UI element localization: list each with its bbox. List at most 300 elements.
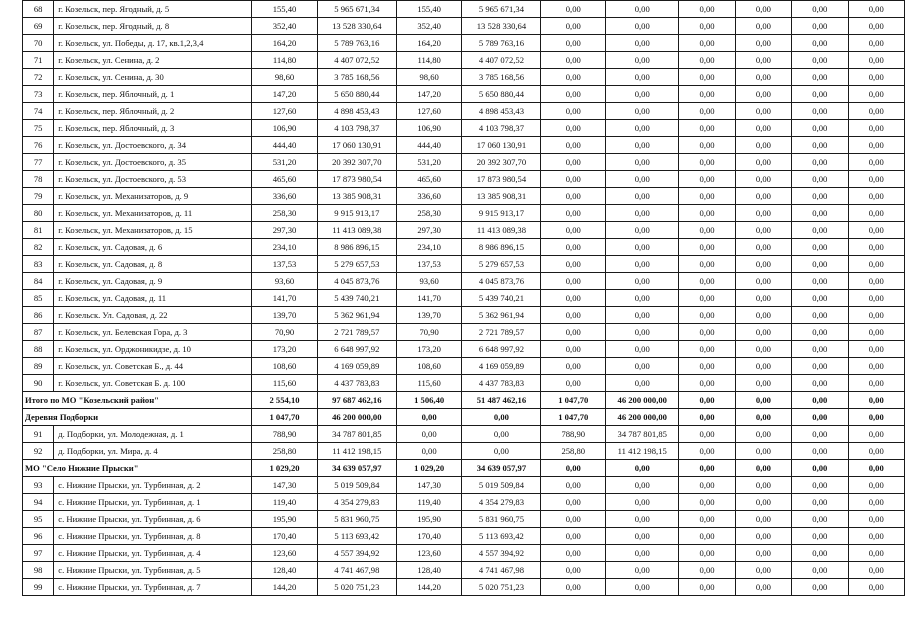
value-cell: 137,53: [396, 256, 462, 273]
value-cell: 234,10: [396, 239, 462, 256]
address-cell: г. Козельск, ул. Садовая, д. 11: [54, 290, 252, 307]
value-cell: 0,00: [679, 86, 735, 103]
value-cell: 144,20: [396, 579, 462, 596]
value-cell: 0,00: [606, 18, 679, 35]
value-cell: 0,00: [606, 171, 679, 188]
value-cell: 0,00: [848, 120, 904, 137]
value-cell: 0,00: [541, 171, 606, 188]
address-cell: г. Козельск, пер. Яблочный, д. 2: [54, 103, 252, 120]
value-cell: 5 279 657,53: [462, 256, 541, 273]
value-cell: 4 103 798,37: [317, 120, 396, 137]
row-number-cell: 93: [23, 477, 54, 494]
row-number-cell: 81: [23, 222, 54, 239]
value-cell: 0,00: [735, 477, 791, 494]
value-cell: 34 787 801,85: [606, 426, 679, 443]
value-cell: 4 407 072,52: [462, 52, 541, 69]
housing-program-table: [22, 0, 905, 596]
value-cell: 0,00: [792, 222, 848, 239]
table-row: [23, 494, 905, 511]
value-cell: 11 413 089,38: [462, 222, 541, 239]
value-cell: 0,00: [735, 528, 791, 545]
value-cell: 0,00: [735, 18, 791, 35]
value-cell: 0,00: [848, 409, 904, 426]
value-cell: 5 362 961,94: [462, 307, 541, 324]
value-cell: 0,00: [541, 137, 606, 154]
value-cell: 2 721 789,57: [462, 324, 541, 341]
value-cell: 0,00: [792, 86, 848, 103]
value-cell: 0,00: [792, 120, 848, 137]
value-cell: 4 045 873,76: [317, 273, 396, 290]
value-cell: 115,60: [252, 375, 318, 392]
value-cell: 5 439 740,21: [317, 290, 396, 307]
value-cell: 0,00: [679, 120, 735, 137]
value-cell: 8 986 896,15: [317, 239, 396, 256]
row-number-cell: 80: [23, 205, 54, 222]
value-cell: 195,90: [396, 511, 462, 528]
value-cell: 0,00: [735, 375, 791, 392]
value-cell: 0,00: [792, 52, 848, 69]
table-row: [23, 154, 905, 171]
value-cell: 0,00: [792, 137, 848, 154]
row-number-cell: 75: [23, 120, 54, 137]
value-cell: 0,00: [735, 222, 791, 239]
table-row: [23, 52, 905, 69]
value-cell: 5 965 671,34: [317, 1, 396, 18]
row-number-cell: 76: [23, 137, 54, 154]
value-cell: 4 741 467,98: [317, 562, 396, 579]
value-cell: 0,00: [792, 1, 848, 18]
value-cell: 4 169 059,89: [462, 358, 541, 375]
value-cell: 114,80: [396, 52, 462, 69]
value-cell: 0,00: [679, 239, 735, 256]
value-cell: 0,00: [848, 562, 904, 579]
value-cell: 0,00: [735, 579, 791, 596]
table-row: [23, 103, 905, 120]
value-cell: 0,00: [606, 222, 679, 239]
value-cell: 0,00: [541, 477, 606, 494]
value-cell: 108,60: [252, 358, 318, 375]
value-cell: 128,40: [396, 562, 462, 579]
value-cell: 0,00: [679, 511, 735, 528]
value-cell: 13 528 330,64: [317, 18, 396, 35]
row-number-cell: 68: [23, 1, 54, 18]
value-cell: 0,00: [848, 154, 904, 171]
row-number-cell: 94: [23, 494, 54, 511]
address-cell: г. Козельск, пер. Ягодный, д. 8: [54, 18, 252, 35]
value-cell: 0,00: [606, 307, 679, 324]
value-cell: 0,00: [679, 256, 735, 273]
row-number-cell: 73: [23, 86, 54, 103]
value-cell: 0,00: [541, 545, 606, 562]
value-cell: 0,00: [848, 426, 904, 443]
value-cell: 0,00: [792, 103, 848, 120]
table-row: [23, 18, 905, 35]
table-row: [23, 86, 905, 103]
row-number-cell: 92: [23, 443, 54, 460]
value-cell: 173,20: [252, 341, 318, 358]
value-cell: 128,40: [252, 562, 318, 579]
value-cell: 0,00: [735, 52, 791, 69]
value-cell: 0,00: [541, 375, 606, 392]
value-cell: 11 413 089,38: [317, 222, 396, 239]
value-cell: 141,70: [252, 290, 318, 307]
value-cell: 0,00: [606, 1, 679, 18]
value-cell: 0,00: [606, 341, 679, 358]
table-row: [23, 511, 905, 528]
value-cell: 0,00: [679, 1, 735, 18]
value-cell: 0,00: [735, 290, 791, 307]
value-cell: 170,40: [396, 528, 462, 545]
value-cell: 0,00: [679, 358, 735, 375]
value-cell: 2 554,10: [252, 392, 318, 409]
value-cell: 0,00: [848, 290, 904, 307]
value-cell: 147,30: [252, 477, 318, 494]
row-number-cell: 98: [23, 562, 54, 579]
value-cell: 0,00: [679, 137, 735, 154]
value-cell: 97 687 462,16: [317, 392, 396, 409]
address-cell: г. Козельск, ул. Механизаторов, д. 11: [54, 205, 252, 222]
value-cell: 0,00: [792, 358, 848, 375]
value-cell: 70,90: [396, 324, 462, 341]
value-cell: 0,00: [606, 52, 679, 69]
value-cell: 0,00: [541, 86, 606, 103]
value-cell: 46 200 000,00: [606, 409, 679, 426]
value-cell: 9 915 913,17: [462, 205, 541, 222]
value-cell: 0,00: [541, 307, 606, 324]
value-cell: 147,20: [252, 86, 318, 103]
table-row: [23, 477, 905, 494]
value-cell: 297,30: [252, 222, 318, 239]
value-cell: 17 060 130,91: [462, 137, 541, 154]
address-cell: г. Козельск, ул. Советская Б. д. 100: [54, 375, 252, 392]
value-cell: 0,00: [848, 511, 904, 528]
value-cell: 119,40: [396, 494, 462, 511]
value-cell: 20 392 307,70: [462, 154, 541, 171]
value-cell: 0,00: [848, 86, 904, 103]
value-cell: 2 721 789,57: [317, 324, 396, 341]
value-cell: 0,00: [606, 120, 679, 137]
value-cell: 70,90: [252, 324, 318, 341]
value-cell: 0,00: [792, 69, 848, 86]
value-cell: 0,00: [848, 35, 904, 52]
value-cell: 4 437 783,83: [462, 375, 541, 392]
value-cell: 0,00: [848, 460, 904, 477]
value-cell: 3 785 168,56: [317, 69, 396, 86]
value-cell: 1 506,40: [396, 392, 462, 409]
value-cell: 0,00: [848, 239, 904, 256]
table-row: [23, 358, 905, 375]
value-cell: 0,00: [679, 154, 735, 171]
value-cell: 147,20: [396, 86, 462, 103]
table-row: [23, 341, 905, 358]
value-cell: 0,00: [792, 18, 848, 35]
row-number-cell: 88: [23, 341, 54, 358]
table-row: [23, 205, 905, 222]
table-row: [23, 35, 905, 52]
value-cell: 34 787 801,85: [317, 426, 396, 443]
value-cell: 4 898 453,43: [462, 103, 541, 120]
value-cell: 164,20: [396, 35, 462, 52]
value-cell: 93,60: [396, 273, 462, 290]
row-number-cell: 83: [23, 256, 54, 273]
value-cell: 0,00: [735, 239, 791, 256]
value-cell: 0,00: [606, 188, 679, 205]
address-cell: д. Подборки, ул. Молодежная, д. 1: [54, 426, 252, 443]
value-cell: 0,00: [735, 69, 791, 86]
value-cell: 0,00: [735, 273, 791, 290]
address-cell: г. Козельск, пер. Яблочный, д. 1: [54, 86, 252, 103]
value-cell: 0,00: [606, 86, 679, 103]
value-cell: 0,00: [679, 103, 735, 120]
value-cell: 0,00: [848, 103, 904, 120]
value-cell: 11 412 198,15: [317, 443, 396, 460]
table-row: [23, 256, 905, 273]
address-cell: г. Козельск, ул. Орджоникидзе, д. 10: [54, 341, 252, 358]
value-cell: 0,00: [679, 18, 735, 35]
value-cell: 0,00: [679, 341, 735, 358]
value-cell: 173,20: [396, 341, 462, 358]
value-cell: 0,00: [541, 1, 606, 18]
value-cell: 0,00: [848, 358, 904, 375]
value-cell: 0,00: [735, 460, 791, 477]
address-cell: с. Нижние Прыски, ул. Турбинная, д. 6: [54, 511, 252, 528]
row-number-cell: 86: [23, 307, 54, 324]
value-cell: 0,00: [848, 188, 904, 205]
row-number-cell: 90: [23, 375, 54, 392]
row-number-cell: 77: [23, 154, 54, 171]
value-cell: 0,00: [735, 256, 791, 273]
value-cell: 531,20: [252, 154, 318, 171]
value-cell: 0,00: [848, 171, 904, 188]
value-cell: 114,80: [252, 52, 318, 69]
value-cell: 0,00: [541, 154, 606, 171]
table-row: [23, 426, 905, 443]
value-cell: 0,00: [396, 443, 462, 460]
value-cell: 0,00: [541, 35, 606, 52]
value-cell: 155,40: [252, 1, 318, 18]
value-cell: 5 789 763,16: [462, 35, 541, 52]
value-cell: 46 200 000,00: [317, 409, 396, 426]
value-cell: 0,00: [848, 18, 904, 35]
value-cell: 0,00: [735, 137, 791, 154]
value-cell: 4 169 059,89: [317, 358, 396, 375]
value-cell: 0,00: [541, 494, 606, 511]
value-cell: 0,00: [792, 307, 848, 324]
value-cell: 0,00: [679, 392, 735, 409]
table-row: [23, 290, 905, 307]
value-cell: 0,00: [606, 579, 679, 596]
value-cell: 0,00: [792, 392, 848, 409]
value-cell: 0,00: [679, 375, 735, 392]
table-row: [23, 307, 905, 324]
address-cell: г. Козельск. Ул. Садовая, д. 22: [54, 307, 252, 324]
value-cell: 0,00: [679, 528, 735, 545]
value-cell: 1 029,20: [396, 460, 462, 477]
row-number-cell: 74: [23, 103, 54, 120]
table-row: [23, 1, 905, 18]
value-cell: 98,60: [396, 69, 462, 86]
value-cell: 93,60: [252, 273, 318, 290]
value-cell: 0,00: [792, 290, 848, 307]
value-cell: 0,00: [848, 1, 904, 18]
value-cell: 0,00: [541, 18, 606, 35]
address-cell: г. Козельск, ул. Механизаторов, д. 9: [54, 188, 252, 205]
value-cell: 17 873 980,54: [317, 171, 396, 188]
value-cell: 0,00: [848, 222, 904, 239]
value-cell: 0,00: [541, 52, 606, 69]
value-cell: 0,00: [792, 35, 848, 52]
value-cell: 17 060 130,91: [317, 137, 396, 154]
address-cell: г. Козельск, ул. Садовая, д. 6: [54, 239, 252, 256]
value-cell: 0,00: [848, 528, 904, 545]
table-row: [23, 324, 905, 341]
value-cell: 0,00: [679, 205, 735, 222]
value-cell: 0,00: [462, 443, 541, 460]
value-cell: 20 392 307,70: [317, 154, 396, 171]
value-cell: 0,00: [541, 273, 606, 290]
value-cell: 0,00: [679, 69, 735, 86]
value-cell: 0,00: [606, 324, 679, 341]
value-cell: 4 407 072,52: [317, 52, 396, 69]
value-cell: 0,00: [848, 579, 904, 596]
value-cell: 0,00: [848, 341, 904, 358]
value-cell: 0,00: [606, 375, 679, 392]
value-cell: 0,00: [735, 426, 791, 443]
address-cell: г. Козельск, ул. Садовая, д. 9: [54, 273, 252, 290]
value-cell: 0,00: [541, 188, 606, 205]
value-cell: 297,30: [396, 222, 462, 239]
table-row: [23, 137, 905, 154]
value-cell: 0,00: [606, 511, 679, 528]
value-cell: 0,00: [679, 290, 735, 307]
value-cell: 6 648 997,92: [462, 341, 541, 358]
value-cell: 5 831 960,75: [462, 511, 541, 528]
value-cell: 0,00: [848, 392, 904, 409]
value-cell: 0,00: [735, 205, 791, 222]
value-cell: 119,40: [252, 494, 318, 511]
value-cell: 0,00: [792, 154, 848, 171]
summary-row: [23, 392, 905, 409]
value-cell: 0,00: [735, 103, 791, 120]
value-cell: 5 650 880,44: [317, 86, 396, 103]
value-cell: 0,00: [606, 358, 679, 375]
value-cell: 0,00: [541, 324, 606, 341]
value-cell: 137,53: [252, 256, 318, 273]
value-cell: 0,00: [679, 188, 735, 205]
value-cell: 0,00: [848, 307, 904, 324]
value-cell: 4 898 453,43: [317, 103, 396, 120]
value-cell: 0,00: [541, 120, 606, 137]
value-cell: 139,70: [252, 307, 318, 324]
value-cell: 0,00: [679, 443, 735, 460]
address-cell: с. Нижние Прыски, ул. Турбинная, д. 8: [54, 528, 252, 545]
value-cell: 0,00: [735, 86, 791, 103]
value-cell: 0,00: [735, 562, 791, 579]
value-cell: 0,00: [606, 137, 679, 154]
value-cell: 444,40: [252, 137, 318, 154]
value-cell: 0,00: [848, 205, 904, 222]
value-cell: 0,00: [735, 35, 791, 52]
value-cell: 4 437 783,83: [317, 375, 396, 392]
value-cell: 34 639 057,97: [317, 460, 396, 477]
address-cell: г. Козельск, пер. Яблочный, д. 3: [54, 120, 252, 137]
value-cell: 1 029,20: [252, 460, 318, 477]
address-cell: с. Нижние Прыски, ул. Турбинная, д. 5: [54, 562, 252, 579]
value-cell: 5 831 960,75: [317, 511, 396, 528]
value-cell: 0,00: [735, 1, 791, 18]
value-cell: 0,00: [792, 324, 848, 341]
value-cell: 5 965 671,34: [462, 1, 541, 18]
value-cell: 0,00: [792, 460, 848, 477]
value-cell: 258,30: [252, 205, 318, 222]
value-cell: 0,00: [735, 324, 791, 341]
value-cell: 465,60: [252, 171, 318, 188]
value-cell: 0,00: [735, 511, 791, 528]
value-cell: 144,20: [252, 579, 318, 596]
value-cell: 123,60: [396, 545, 462, 562]
address-cell: с. Нижние Прыски, ул. Турбинная, д. 2: [54, 477, 252, 494]
value-cell: 0,00: [792, 562, 848, 579]
table-row: [23, 120, 905, 137]
address-cell: с. Нижние Прыски, ул. Турбинная, д. 4: [54, 545, 252, 562]
value-cell: 0,00: [848, 477, 904, 494]
table-row: [23, 69, 905, 86]
value-cell: 0,00: [606, 239, 679, 256]
value-cell: 0,00: [735, 307, 791, 324]
value-cell: 4 354 279,83: [317, 494, 396, 511]
value-cell: 139,70: [396, 307, 462, 324]
value-cell: 0,00: [848, 273, 904, 290]
value-cell: 127,60: [396, 103, 462, 120]
value-cell: 234,10: [252, 239, 318, 256]
value-cell: 0,00: [541, 205, 606, 222]
value-cell: 5 113 693,42: [462, 528, 541, 545]
value-cell: 258,80: [541, 443, 606, 460]
value-cell: 3 785 168,56: [462, 69, 541, 86]
address-cell: г. Козельск, ул. Сенина, д. 30: [54, 69, 252, 86]
value-cell: 0,00: [541, 528, 606, 545]
address-cell: г. Козельск, ул. Механизаторов, д. 15: [54, 222, 252, 239]
value-cell: 0,00: [848, 52, 904, 69]
summary-label: Итого по МО "Козельский район": [23, 392, 252, 409]
value-cell: 4 045 873,76: [462, 273, 541, 290]
table-row: [23, 188, 905, 205]
value-cell: 5 113 693,42: [317, 528, 396, 545]
value-cell: 0,00: [541, 341, 606, 358]
value-cell: 0,00: [792, 511, 848, 528]
value-cell: 0,00: [606, 562, 679, 579]
value-cell: 13 385 908,31: [317, 188, 396, 205]
table-row: [23, 528, 905, 545]
value-cell: 8 986 896,15: [462, 239, 541, 256]
value-cell: 0,00: [541, 579, 606, 596]
address-cell: г. Козельск, ул. Победы, д. 17, кв.1,2,3,4: [54, 35, 252, 52]
row-number-cell: 70: [23, 35, 54, 52]
address-cell: г. Козельск, ул. Белевская Гора, д. 3: [54, 324, 252, 341]
table-row: [23, 171, 905, 188]
value-cell: 0,00: [848, 324, 904, 341]
value-cell: 0,00: [541, 358, 606, 375]
value-cell: 0,00: [848, 443, 904, 460]
value-cell: 0,00: [792, 579, 848, 596]
value-cell: 0,00: [462, 426, 541, 443]
value-cell: 0,00: [606, 290, 679, 307]
value-cell: 0,00: [735, 409, 791, 426]
value-cell: 13 385 908,31: [462, 188, 541, 205]
value-cell: 0,00: [679, 477, 735, 494]
address-cell: г. Козельск, ул. Достоевского, д. 35: [54, 154, 252, 171]
value-cell: 0,00: [679, 579, 735, 596]
